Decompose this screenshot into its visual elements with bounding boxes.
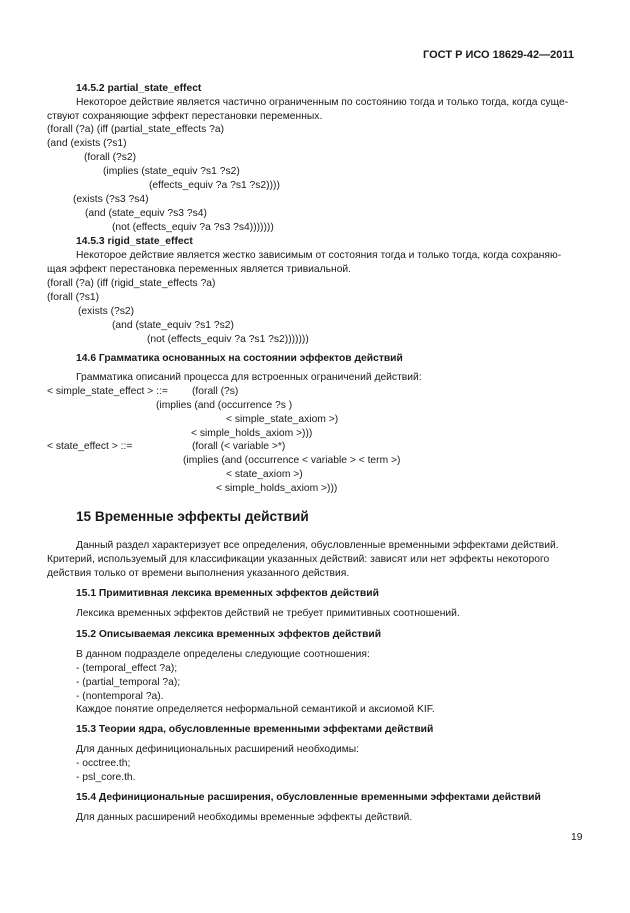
heading-14-5-3: 14.5.3 rigid_state_effect	[76, 236, 193, 247]
grammar-line: < simple_holds_axiom >)))	[191, 428, 313, 439]
grammar-line: < simple_state_axiom >)	[226, 414, 339, 425]
paragraph-line: В данном подразделе определены следующие соотношения:	[76, 649, 370, 660]
paragraph-line: Каждое понятие определяется неформальной семантикой и аксиомой KIF.	[76, 704, 435, 715]
paragraph-line: Грамматика описаний процесса для встроенных ограничений действий:	[76, 372, 422, 383]
grammar-line: (forall (?s)	[192, 386, 239, 397]
paragraph-line: Для данных дефинициональных расширений необходимы:	[76, 744, 360, 755]
paragraph-line: Некоторое действие является жестко зависимым от состояния тогда и только тогда, когда сохраняю-	[76, 250, 562, 261]
grammar-lhs: < simple_state_effect > ::=	[47, 386, 168, 397]
grammar-line: < state_axiom >)	[226, 469, 303, 480]
heading-15-3: 15.3 Теории ядра, обусловленные временными эффектами действий	[76, 724, 434, 735]
page-number: 19	[571, 832, 583, 843]
paragraph-line: Лексика временных эффектов действий не требует примитивных соотношений.	[76, 608, 460, 619]
code-line: (and (exists (?s1)	[47, 138, 127, 149]
grammar-line: (implies (and (occurrence < variable > < term >)	[183, 455, 401, 466]
paragraph-line: ствуют сохраняющие эффект перестановки переменных.	[47, 111, 323, 122]
heading-15-2: 15.2 Описываемая лексика временных эффектов действий	[76, 629, 382, 640]
list-item: - (nontemporal ?a).	[76, 691, 164, 702]
paragraph-line: действия только от времени выполнения указанного действия.	[47, 568, 350, 579]
grammar-line: (implies (and (occurrence ?s )	[156, 400, 293, 411]
standard-header: ГОСТ Р ИСО 18629-42—2011	[423, 49, 575, 61]
code-line: (exists (?s3 ?s4)	[73, 194, 149, 205]
code-line: (not (effects_equiv ?a ?s3 ?s4)))))))	[112, 222, 274, 233]
list-item: - (temporal_effect ?a);	[76, 663, 178, 674]
grammar-lhs: < state_effect > ::=	[47, 441, 133, 452]
paragraph-line: Данный раздел характеризует все определения, обусловленные временными эффектами действий.	[76, 540, 559, 551]
list-item: - psl_core.th.	[76, 772, 136, 783]
heading-14-6: 14.6 Грамматика основанных на состоянии эффектов действий	[76, 353, 403, 364]
code-line: (effects_equiv ?a ?s1 ?s2))))	[149, 180, 280, 191]
heading-14-5-2: 14.5.2 partial_state_effect	[76, 83, 202, 94]
list-item: - occtree.th;	[76, 758, 131, 769]
paragraph-line: Критерий, используемый для классификации указанных действий: зависят или нет эффекты некоторого	[47, 554, 550, 565]
grammar-line: < simple_holds_axiom >)))	[216, 483, 338, 494]
code-line: (and (state_equiv ?s1 ?s2)	[112, 320, 234, 331]
code-line: (forall (?s2)	[84, 152, 137, 163]
section-15-title: 15 Временные эффекты действий	[76, 509, 309, 524]
code-line: (forall (?a) (iff (partial_state_effects ?a)	[47, 124, 225, 135]
code-line: (not (effects_equiv ?a ?s1 ?s2)))))))	[147, 334, 309, 345]
paragraph-line: щая эффект перестановка переменных является тривиальной.	[47, 264, 352, 275]
paragraph-line: Некоторое действие является частично ограниченным по состоянию тогда и только тогда, когда суще-	[76, 97, 569, 108]
code-line: (forall (?a) (iff (rigid_state_effects ?a)	[47, 278, 216, 289]
code-line: (forall (?s1)	[47, 292, 100, 303]
heading-15-4: 15.4 Дефинициональные расширения, обусловленные временными эффектами действий	[76, 792, 541, 803]
code-line: (exists (?s2)	[78, 306, 135, 317]
heading-15-1: 15.1 Примитивная лексика временных эффектов действий	[76, 588, 379, 599]
paragraph-line: Для данных расширений необходимы временные эффекты действий.	[76, 812, 413, 823]
code-line: (implies (state_equiv ?s1 ?s2)	[103, 166, 240, 177]
code-line: (and (state_equiv ?s3 ?s4)	[85, 208, 207, 219]
list-item: - (partial_temporal ?a);	[76, 677, 181, 688]
grammar-line: (forall (< variable >*)	[192, 441, 286, 452]
